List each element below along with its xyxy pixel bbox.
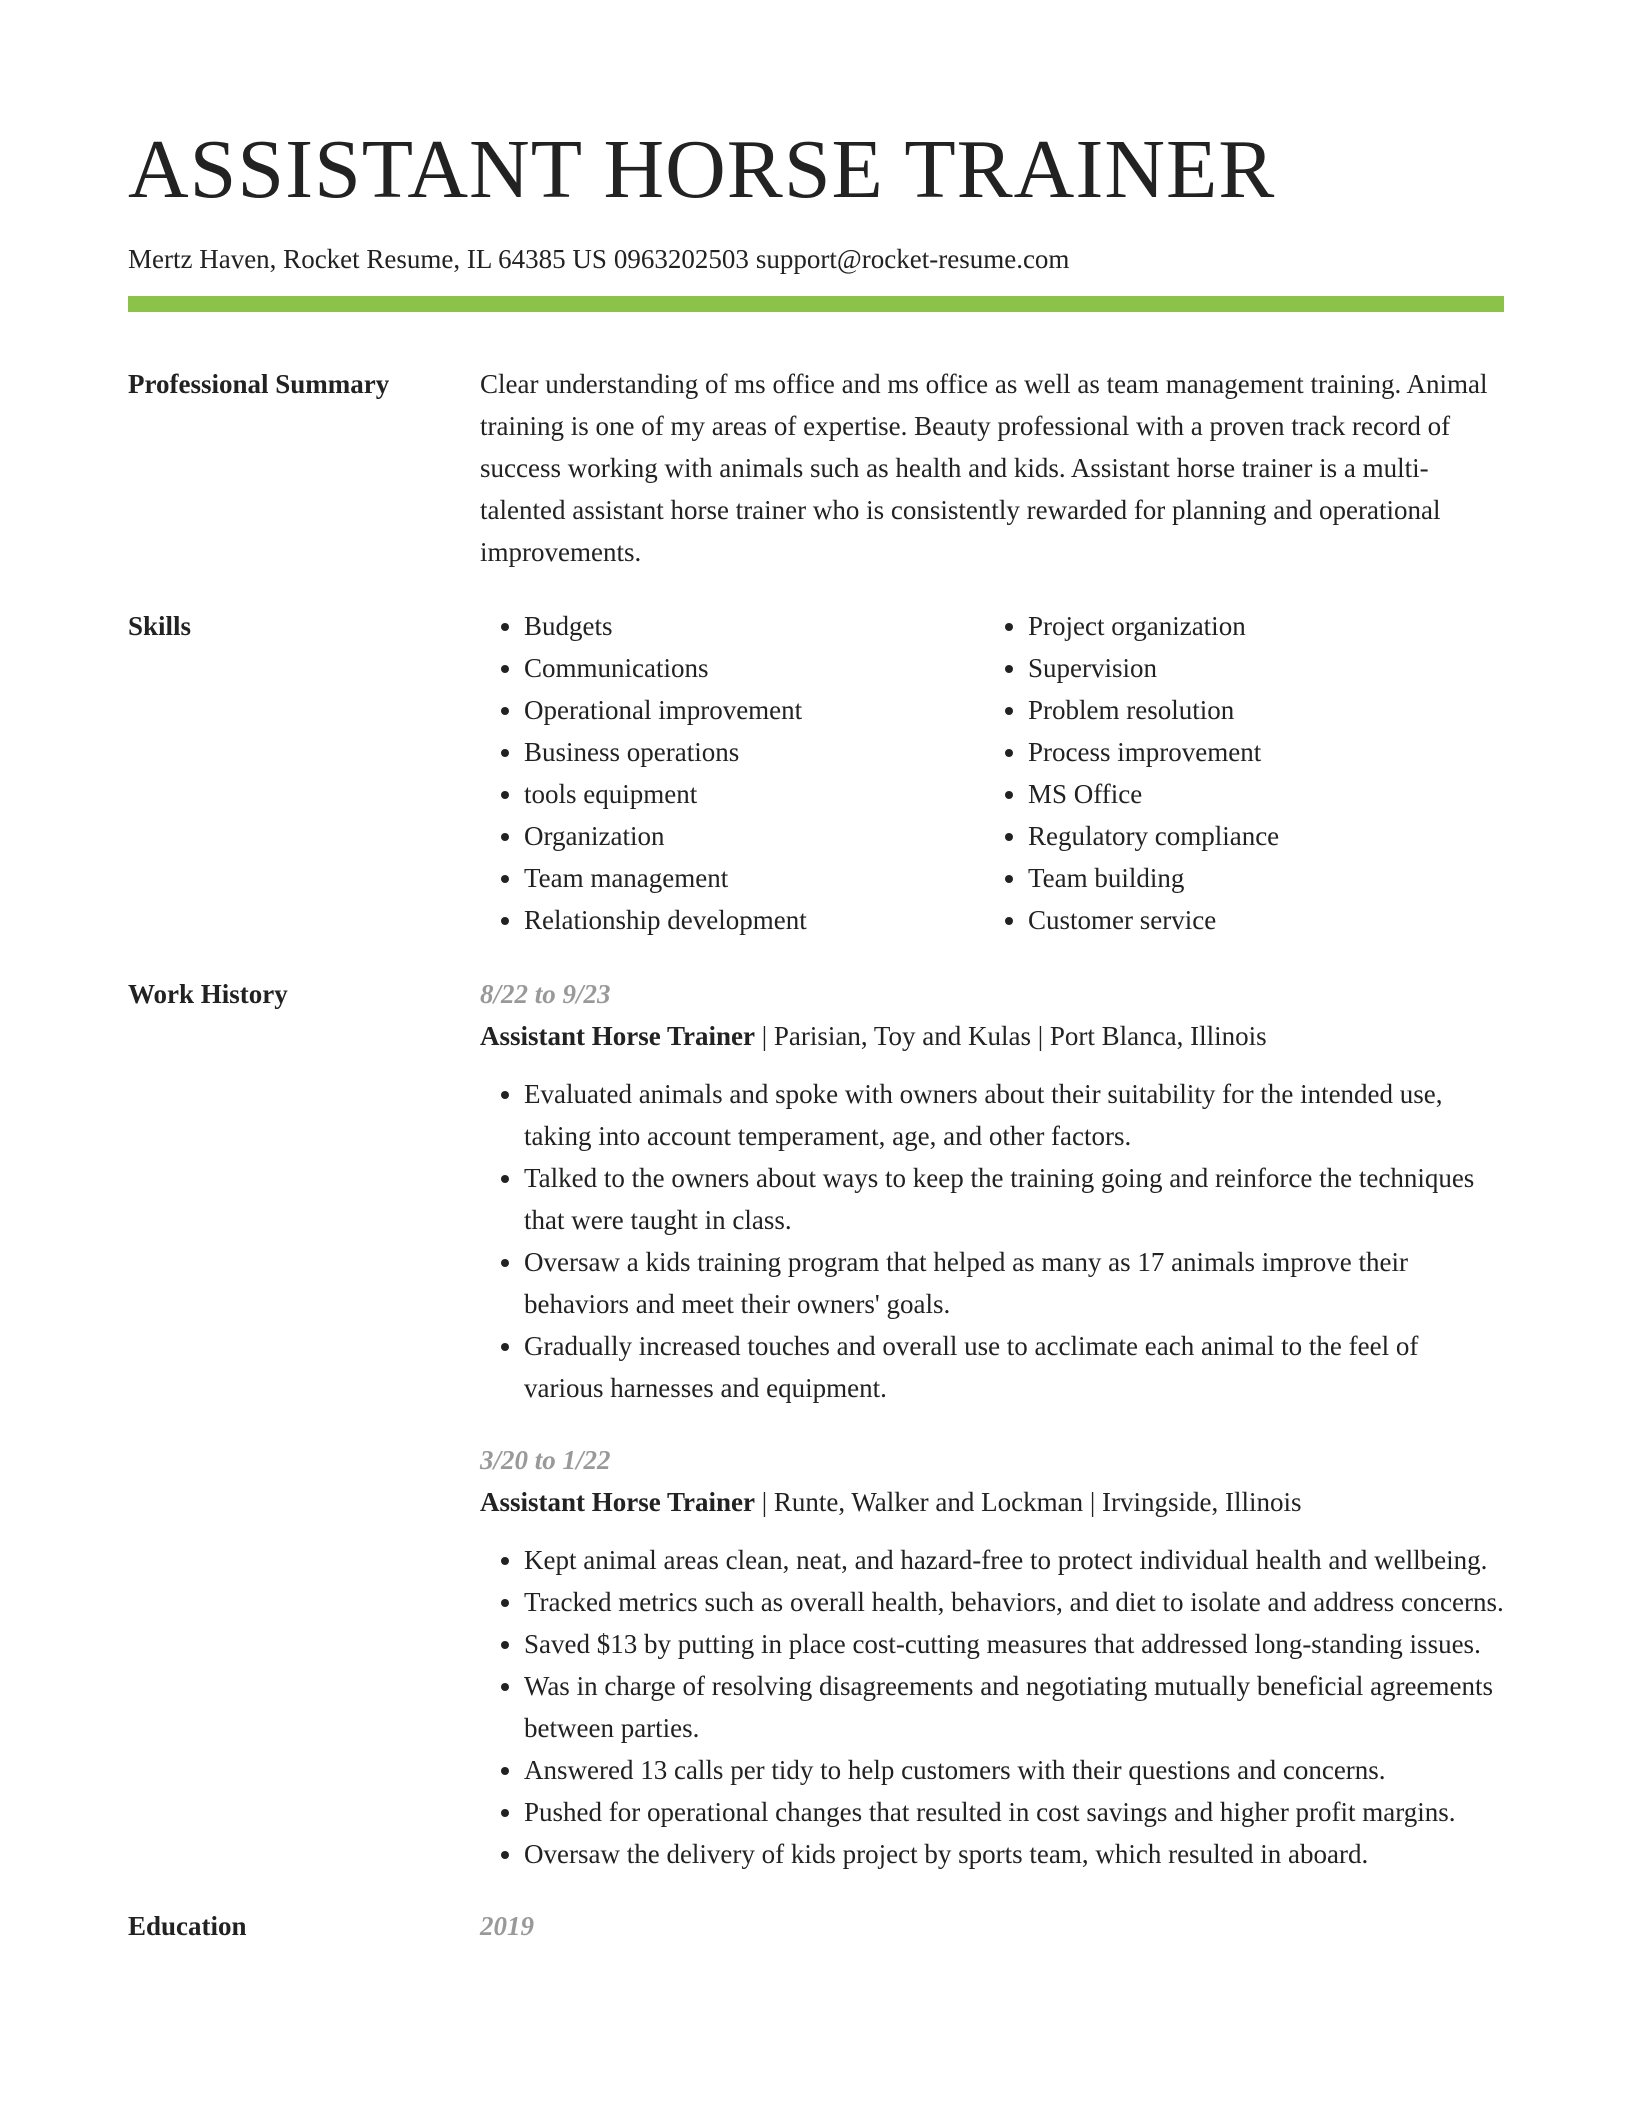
job-header: [480, 1481, 1504, 1523]
education-body: [480, 1905, 1504, 1947]
job-header: [480, 1015, 1504, 1057]
summary-text: Clear understanding of ms office and ms office as well as team management training. Animal training is one of my areas of expertise. Beauty professional with a proven track record of success working with animals such as health and kids. Assistant horse trainer is a multi-talented assistant horse trainer who is consistently rewarded for planning and operational improvements.: [480, 369, 1488, 567]
job-bullet: • Talked to the owners about ways to keep the training going and reinforce the techniques that were taught in class.: [524, 1157, 1504, 1241]
contact-line: [128, 242, 1504, 276]
skills-column-2: [984, 605, 1488, 941]
job-bullet: • Kept animal areas clean, neat, and hazard-free to protect individual health and wellbeing.: [524, 1539, 1504, 1581]
job-bullets: [480, 1073, 1504, 1409]
work-history-heading: Work History: [128, 979, 288, 1009]
summary-heading: Professional Summary: [128, 369, 390, 399]
job-title: Assistant Horse Trainer: [480, 1021, 755, 1051]
skill-item: • Problem resolution: [1028, 689, 1488, 731]
work-history-body: [480, 973, 1504, 1875]
education-section: [128, 1905, 1504, 1947]
job-bullet: • Evaluated animals and spoke with owners about their suitability for the intended use, taking into account temperament, age, and other factors.: [524, 1073, 1504, 1157]
header-accent-rule: [128, 296, 1504, 312]
skill-item: • Budgets: [524, 605, 984, 647]
job-details: | Parisian, Toy and Kulas | Port Blanca, Illinois: [754, 1021, 1267, 1051]
candidate-name: ASSISTANT HORSE TRAINER: [128, 123, 1276, 216]
skills-heading: Skills: [128, 611, 192, 641]
job-bullets: [480, 1539, 1504, 1875]
education-heading: Education: [128, 1911, 247, 1941]
work-history-section: [128, 973, 1504, 1875]
email[interactable]: support@rocket-resume.com: [755, 244, 1070, 274]
job-bullet: • Gradually increased touches and overall use to acclimate each animal to the feel of various harnesses and equipment.: [524, 1325, 1504, 1409]
skill-item: • Project organization: [1028, 605, 1488, 647]
skill-item: • MS Office: [1028, 773, 1488, 815]
skill-item: • Communications: [524, 647, 984, 689]
job-entry: [480, 1439, 1504, 1875]
skill-item: • Relationship development: [524, 899, 984, 941]
job-dates: 8/22 to 9/23: [480, 979, 611, 1009]
skill-item: • Regulatory compliance: [1028, 815, 1488, 857]
job-bullet: • Oversaw the delivery of kids project by sports team, which resulted in aboard.: [524, 1833, 1504, 1875]
skills-section: [128, 605, 1504, 941]
skill-item: • Team building: [1028, 857, 1488, 899]
address: Mertz Haven, Rocket Resume, IL 64385 US: [128, 244, 607, 274]
skills-list: [480, 605, 1504, 941]
job-bullet: • Answered 13 calls per tidy to help customers with their questions and concerns.: [524, 1749, 1504, 1791]
skill-item: • Business operations: [524, 731, 984, 773]
skill-item: • Process improvement: [1028, 731, 1488, 773]
skill-item: • Operational improvement: [524, 689, 984, 731]
job-entry: [480, 973, 1504, 1409]
skill-item: • Supervision: [1028, 647, 1488, 689]
resume-page: [128, 120, 1504, 1947]
phone: 0963202503: [613, 244, 749, 274]
skill-item: • Organization: [524, 815, 984, 857]
job-title: Assistant Horse Trainer: [480, 1487, 755, 1517]
skills-column-1: [480, 605, 984, 941]
job-bullet: • Tracked metrics such as overall health, behaviors, and diet to isolate and address concerns.: [524, 1581, 1504, 1623]
job-bullet: • Pushed for operational changes that resulted in cost savings and higher profit margins.: [524, 1791, 1504, 1833]
job-details: | Runte, Walker and Lockman | Irvingside, Illinois: [754, 1487, 1302, 1517]
job-bullet: • Oversaw a kids training program that helped as many as 17 animals improve their behaviors and meet their owners' goals.: [524, 1241, 1504, 1325]
skill-item: • tools equipment: [524, 773, 984, 815]
skill-item: • Customer service: [1028, 899, 1488, 941]
summary-section: [128, 363, 1504, 573]
job-dates: 3/20 to 1/22: [480, 1445, 611, 1475]
education-date: 2019: [480, 1911, 534, 1941]
job-bullet: • Was in charge of resolving disagreements and negotiating mutually beneficial agreements between parties.: [524, 1665, 1504, 1749]
job-bullet: • Saved $13 by putting in place cost-cutting measures that addressed long-standing issues.: [524, 1623, 1504, 1665]
skill-item: • Team management: [524, 857, 984, 899]
